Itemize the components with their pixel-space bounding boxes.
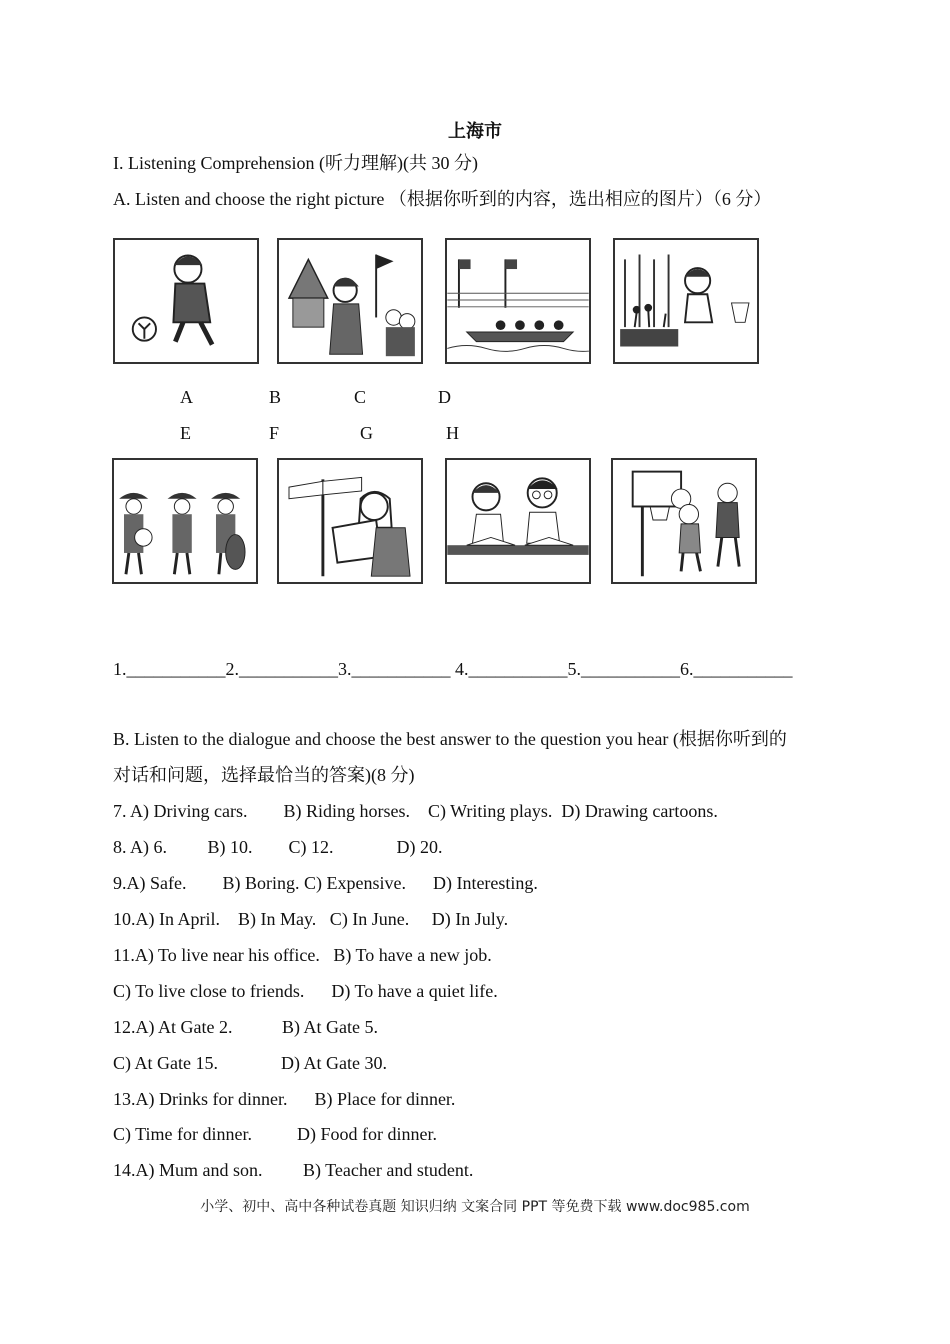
question-13-line2: C) Time for dinner. D) Food for dinner. — [113, 1124, 437, 1144]
picture-b-tour-guide-with-flag-icon — [277, 238, 423, 364]
letter-f: F — [269, 423, 280, 443]
letter-d: D — [438, 387, 451, 407]
letter-a: A — [180, 387, 193, 407]
question-14: 14.A) Mum and son. B) Teacher and student. — [113, 1160, 474, 1180]
letter-e: E — [180, 423, 191, 443]
question-10: 10.A) In April. B) In May. C) In June. D) In July. — [113, 909, 509, 929]
question-13-line1: 13.A) Drinks for dinner. B) Place for dinner. — [113, 1089, 456, 1109]
picture-c-dragon-boat-race-icon — [445, 238, 591, 364]
question-11-line2: C) To live close to friends. D) To have a quiet life. — [113, 981, 498, 1001]
question-11-line1: 11.A) To live near his office. B) To have a new job. — [113, 945, 492, 965]
footer-promo-text: 小学、初中、高中各种试卷真题 知识归纳 文案合同 PPT 等免费下载 www.doc985.com — [200, 1199, 750, 1215]
letter-c: C — [354, 387, 367, 407]
question-12-line2: C) At Gate 15. D) At Gate 30. — [113, 1053, 387, 1073]
letter-b: B — [269, 387, 282, 407]
part-b-instruction-line1: B. Listen to the dialogue and choose the best answer to the question you hear (根据你听到的 — [113, 729, 787, 749]
question-8: 8. A) 6. B) 10. C) 12. D) 20. — [113, 837, 443, 857]
picture-d-boy-gardening-icon — [613, 238, 759, 364]
question-7: 7. A) Driving cars. B) Riding horses. C) Writing plays. D) Drawing cartoons. — [113, 801, 718, 821]
question-12-line1: 12.A) At Gate 2. B) At Gate 5. — [113, 1017, 378, 1037]
section-heading-listening: I. Listening Comprehension (听力理解)(共 30 分) — [113, 153, 478, 173]
answer-blanks-line: 1.___________2.___________3.___________ 4.___________5.___________6.___________ — [113, 659, 793, 679]
page-title: 上海市 — [448, 121, 502, 141]
question-9: 9.A) Safe. B) Boring. C) Expensive. D) Interesting. — [113, 873, 538, 893]
picture-a-boy-with-football-icon — [113, 238, 259, 364]
letter-h: H — [446, 423, 459, 443]
picture-f-girl-reading-map-at-signpost-icon — [277, 458, 423, 584]
part-a-instruction: A. Listen and choose the right picture （根据你听到的内容，选出相应的图片）（6 分） — [113, 189, 772, 209]
picture-e-cowboy-band-icon — [112, 458, 258, 584]
picture-h-basketball-players-icon — [611, 458, 757, 584]
part-b-instruction-line2: 对话和问题，选择最恰当的答案)(8 分) — [113, 765, 415, 785]
picture-g-students-studying-icon — [445, 458, 591, 584]
letter-g: G — [360, 423, 373, 443]
